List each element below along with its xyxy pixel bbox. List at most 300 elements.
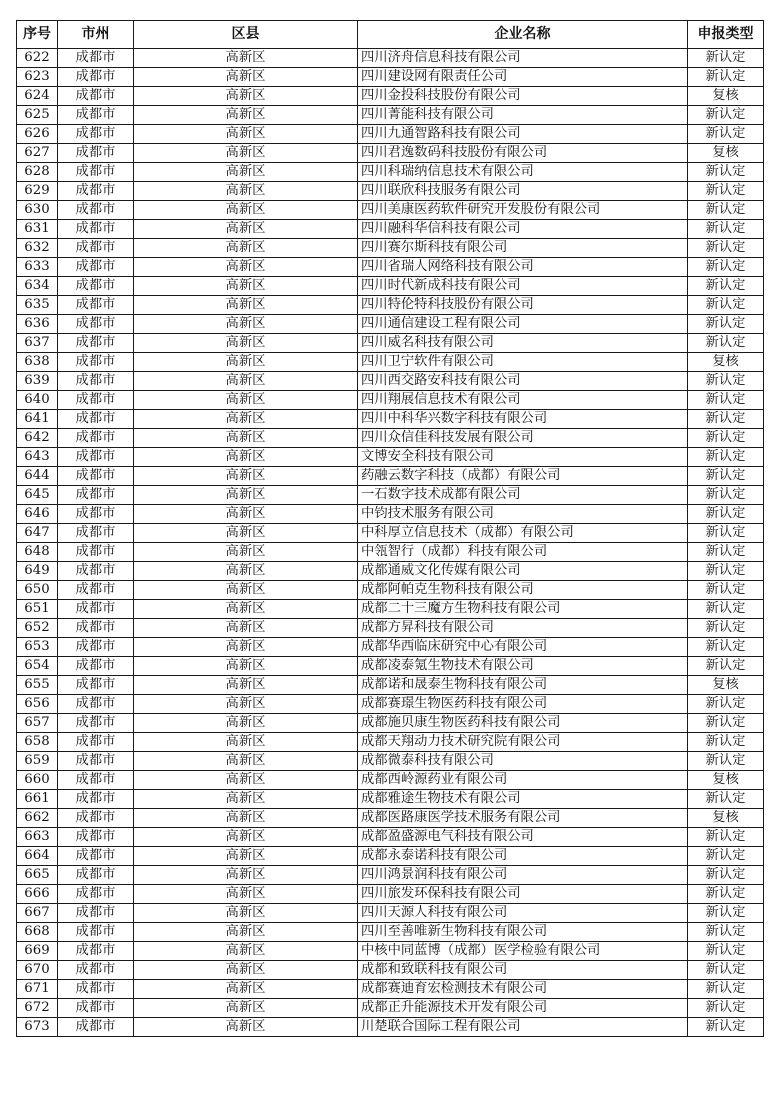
- serial-no-cell: 651: [17, 600, 58, 619]
- city-cell: 成都市: [58, 524, 134, 543]
- company-name-cell: 成都通威文化传媒有限公司: [358, 562, 688, 581]
- table-row: [17, 695, 764, 714]
- district-cell: 高新区: [134, 980, 358, 999]
- table-row: [17, 49, 764, 68]
- district-cell: 高新区: [134, 258, 358, 277]
- district-cell: 高新区: [134, 315, 358, 334]
- table-row: [17, 790, 764, 809]
- application-type-cell: 新认定: [688, 942, 764, 961]
- company-name-cell: 四川融科华信科技有限公司: [358, 220, 688, 239]
- district-cell: 高新区: [134, 277, 358, 296]
- city-cell: 成都市: [58, 277, 134, 296]
- city-cell: 成都市: [58, 980, 134, 999]
- serial-no-cell: 637: [17, 334, 58, 353]
- serial-no-cell: 630: [17, 201, 58, 220]
- city-cell: 成都市: [58, 49, 134, 68]
- application-type-cell: 新认定: [688, 1018, 764, 1037]
- serial-no-cell: 647: [17, 524, 58, 543]
- district-cell: 高新区: [134, 999, 358, 1018]
- city-cell: 成都市: [58, 334, 134, 353]
- company-name-cell: 成都天翔动力技术研究院有限公司: [358, 733, 688, 752]
- city-cell: 成都市: [58, 429, 134, 448]
- serial-no-cell: 649: [17, 562, 58, 581]
- application-type-cell: 新认定: [688, 866, 764, 885]
- company-name-cell: 四川特伦特科技股份有限公司: [358, 296, 688, 315]
- table-row: [17, 543, 764, 562]
- serial-no-cell: 672: [17, 999, 58, 1018]
- serial-no-cell: 670: [17, 961, 58, 980]
- city-cell: 成都市: [58, 296, 134, 315]
- application-type-cell: 新认定: [688, 467, 764, 486]
- company-name-cell: 四川君逸数码科技股份有限公司: [358, 144, 688, 163]
- district-cell: 高新区: [134, 847, 358, 866]
- company-name-cell: 四川至善唯新生物科技有限公司: [358, 923, 688, 942]
- table-row: [17, 277, 764, 296]
- serial-no-cell: 667: [17, 904, 58, 923]
- company-name-cell: 成都盈盛源电气科技有限公司: [358, 828, 688, 847]
- company-name-cell: 四川翔展信息技术有限公司: [358, 391, 688, 410]
- company-name-cell: 四川联欣科技服务有限公司: [358, 182, 688, 201]
- city-cell: 成都市: [58, 562, 134, 581]
- city-cell: 成都市: [58, 999, 134, 1018]
- serial-no-cell: 671: [17, 980, 58, 999]
- table-row: [17, 220, 764, 239]
- table-row: [17, 296, 764, 315]
- district-cell: 高新区: [134, 942, 358, 961]
- application-type-cell: 新认定: [688, 315, 764, 334]
- district-cell: 高新区: [134, 524, 358, 543]
- district-cell: 高新区: [134, 581, 358, 600]
- serial-no-cell: 661: [17, 790, 58, 809]
- application-type-cell: 新认定: [688, 562, 764, 581]
- district-cell: 高新区: [134, 448, 358, 467]
- table-row: [17, 752, 764, 771]
- city-cell: 成都市: [58, 657, 134, 676]
- company-name-cell: 四川众信佳科技发展有限公司: [358, 429, 688, 448]
- district-cell: 高新区: [134, 372, 358, 391]
- company-name-cell: 成都华西临床研究中心有限公司: [358, 638, 688, 657]
- city-cell: 成都市: [58, 182, 134, 201]
- company-name-cell: 文博安全科技有限公司: [358, 448, 688, 467]
- table-row: [17, 638, 764, 657]
- district-cell: 高新区: [134, 410, 358, 429]
- company-name-cell: 中核中同蓝博（成都）医学检验有限公司: [358, 942, 688, 961]
- table-row: [17, 429, 764, 448]
- table-row: [17, 486, 764, 505]
- company-name-cell: 成都赛璟生物医药科技有限公司: [358, 695, 688, 714]
- city-cell: 成都市: [58, 676, 134, 695]
- application-type-cell: 新认定: [688, 524, 764, 543]
- company-name-cell: 中钧技术服务有限公司: [358, 505, 688, 524]
- application-type-cell: 新认定: [688, 961, 764, 980]
- city-cell: 成都市: [58, 486, 134, 505]
- serial-no-cell: 622: [17, 49, 58, 68]
- application-type-cell: 新认定: [688, 695, 764, 714]
- city-cell: 成都市: [58, 87, 134, 106]
- application-type-cell: 新认定: [688, 429, 764, 448]
- city-cell: 成都市: [58, 771, 134, 790]
- district-cell: 高新区: [134, 543, 358, 562]
- company-name-cell: 成都施贝康生物医药科技有限公司: [358, 714, 688, 733]
- application-type-cell: 复核: [688, 87, 764, 106]
- district-cell: 高新区: [134, 220, 358, 239]
- company-name-cell: 四川威名科技有限公司: [358, 334, 688, 353]
- serial-no-cell: 655: [17, 676, 58, 695]
- serial-no-cell: 640: [17, 391, 58, 410]
- application-type-cell: 新认定: [688, 163, 764, 182]
- company-name-cell: 四川鸿景润科技有限公司: [358, 866, 688, 885]
- city-cell: 成都市: [58, 581, 134, 600]
- serial-no-cell: 641: [17, 410, 58, 429]
- table-row: [17, 258, 764, 277]
- table-row: [17, 923, 764, 942]
- district-cell: 高新区: [134, 676, 358, 695]
- application-type-cell: 新认定: [688, 980, 764, 999]
- application-type-cell: 新认定: [688, 543, 764, 562]
- application-type-cell: 新认定: [688, 448, 764, 467]
- district-cell: 高新区: [134, 429, 358, 448]
- table-row: [17, 619, 764, 638]
- table-row: [17, 885, 764, 904]
- application-type-cell: 新认定: [688, 410, 764, 429]
- serial-no-cell: 653: [17, 638, 58, 657]
- table-row: [17, 125, 764, 144]
- serial-no-cell: 639: [17, 372, 58, 391]
- company-name-cell: 四川卫宁软件有限公司: [358, 353, 688, 372]
- serial-no-cell: 660: [17, 771, 58, 790]
- table-row: [17, 144, 764, 163]
- table-row: [17, 657, 764, 676]
- city-cell: 成都市: [58, 543, 134, 562]
- table-row: [17, 980, 764, 999]
- table-row: [17, 999, 764, 1018]
- city-cell: 成都市: [58, 619, 134, 638]
- application-type-cell: 新认定: [688, 828, 764, 847]
- company-name-cell: 川楚联合国际工程有限公司: [358, 1018, 688, 1037]
- city-cell: 成都市: [58, 467, 134, 486]
- serial-no-cell: 627: [17, 144, 58, 163]
- company-name-cell: 成都微泰科技有限公司: [358, 752, 688, 771]
- district-cell: 高新区: [134, 68, 358, 87]
- application-type-cell: 新认定: [688, 657, 764, 676]
- application-type-cell: 新认定: [688, 125, 764, 144]
- table-row: [17, 182, 764, 201]
- table-row: [17, 942, 764, 961]
- city-cell: 成都市: [58, 68, 134, 87]
- company-name-cell: 四川西交路安科技有限公司: [358, 372, 688, 391]
- district-cell: 高新区: [134, 885, 358, 904]
- table-row: [17, 410, 764, 429]
- district-cell: 高新区: [134, 904, 358, 923]
- table-row: [17, 391, 764, 410]
- district-cell: 高新区: [134, 1018, 358, 1037]
- city-cell: 成都市: [58, 714, 134, 733]
- city-cell: 成都市: [58, 163, 134, 182]
- city-cell: 成都市: [58, 885, 134, 904]
- serial-no-cell: 643: [17, 448, 58, 467]
- table-body: [17, 49, 764, 1037]
- application-type-cell: 新认定: [688, 391, 764, 410]
- serial-no-cell: 642: [17, 429, 58, 448]
- application-type-cell: 复核: [688, 676, 764, 695]
- serial-no-cell: 659: [17, 752, 58, 771]
- serial-no-cell: 623: [17, 68, 58, 87]
- company-name-cell: 四川时代新成科技有限公司: [358, 277, 688, 296]
- serial-no-cell: 628: [17, 163, 58, 182]
- table-row: [17, 866, 764, 885]
- company-name-cell: 成都阿帕克生物科技有限公司: [358, 581, 688, 600]
- district-cell: 高新区: [134, 828, 358, 847]
- table-row: [17, 68, 764, 87]
- table-row: [17, 771, 764, 790]
- table-row: [17, 201, 764, 220]
- serial-no-cell: 633: [17, 258, 58, 277]
- district-cell: 高新区: [134, 87, 358, 106]
- application-type-cell: 新认定: [688, 581, 764, 600]
- application-type-cell: 新认定: [688, 182, 764, 201]
- company-name-cell: 四川金投科技股份有限公司: [358, 87, 688, 106]
- serial-no-cell: 648: [17, 543, 58, 562]
- company-name-cell: 成都医路康医学技术服务有限公司: [358, 809, 688, 828]
- company-name-cell: 四川天源人科技有限公司: [358, 904, 688, 923]
- table-row: [17, 809, 764, 828]
- city-cell: 成都市: [58, 353, 134, 372]
- table-row: [17, 847, 764, 866]
- city-cell: 成都市: [58, 201, 134, 220]
- application-type-cell: 新认定: [688, 999, 764, 1018]
- application-type-cell: 新认定: [688, 239, 764, 258]
- company-name-cell: 成都诺和晟泰生物科技有限公司: [358, 676, 688, 695]
- city-cell: 成都市: [58, 144, 134, 163]
- serial-no-cell: 646: [17, 505, 58, 524]
- company-name-cell: 一石数字技术成都有限公司: [358, 486, 688, 505]
- table-row: [17, 163, 764, 182]
- table-row: [17, 524, 764, 543]
- table-row: [17, 733, 764, 752]
- application-type-cell: 新认定: [688, 619, 764, 638]
- serial-no-cell: 636: [17, 315, 58, 334]
- district-cell: 高新区: [134, 106, 358, 125]
- table-row: [17, 467, 764, 486]
- district-cell: 高新区: [134, 49, 358, 68]
- application-type-cell: 复核: [688, 144, 764, 163]
- city-cell: 成都市: [58, 372, 134, 391]
- company-name-cell: 四川旅发环保科技有限公司: [358, 885, 688, 904]
- header-serial-no: 序号: [17, 21, 58, 49]
- application-type-cell: 新认定: [688, 505, 764, 524]
- application-type-cell: 复核: [688, 353, 764, 372]
- district-cell: 高新区: [134, 600, 358, 619]
- company-name-cell: 药融云数字科技（成都）有限公司: [358, 467, 688, 486]
- table-row: [17, 372, 764, 391]
- company-name-cell: 成都正升能源技术开发有限公司: [358, 999, 688, 1018]
- serial-no-cell: 629: [17, 182, 58, 201]
- company-name-cell: 四川济舟信息科技有限公司: [358, 49, 688, 68]
- company-name-cell: 成都赛迪育宏检测技术有限公司: [358, 980, 688, 999]
- application-type-cell: 新认定: [688, 847, 764, 866]
- serial-no-cell: 638: [17, 353, 58, 372]
- district-cell: 高新区: [134, 866, 358, 885]
- serial-no-cell: 634: [17, 277, 58, 296]
- serial-no-cell: 652: [17, 619, 58, 638]
- table-row: [17, 581, 764, 600]
- application-type-cell: 新认定: [688, 296, 764, 315]
- district-cell: 高新区: [134, 733, 358, 752]
- district-cell: 高新区: [134, 182, 358, 201]
- serial-no-cell: 657: [17, 714, 58, 733]
- table-row: [17, 961, 764, 980]
- serial-no-cell: 631: [17, 220, 58, 239]
- application-type-cell: 新认定: [688, 600, 764, 619]
- application-type-cell: 新认定: [688, 885, 764, 904]
- serial-no-cell: 656: [17, 695, 58, 714]
- city-cell: 成都市: [58, 847, 134, 866]
- header-company-name: 企业名称: [358, 21, 688, 49]
- header-district: 区县: [134, 21, 358, 49]
- application-type-cell: 新认定: [688, 334, 764, 353]
- district-cell: 高新区: [134, 505, 358, 524]
- company-name-cell: 成都雅途生物技术有限公司: [358, 790, 688, 809]
- city-cell: 成都市: [58, 1018, 134, 1037]
- serial-no-cell: 673: [17, 1018, 58, 1037]
- application-type-cell: 复核: [688, 771, 764, 790]
- serial-no-cell: 650: [17, 581, 58, 600]
- company-name-cell: 成都方昇科技有限公司: [358, 619, 688, 638]
- company-name-cell: 四川中科华兴数字科技有限公司: [358, 410, 688, 429]
- district-cell: 高新区: [134, 714, 358, 733]
- application-type-cell: 新认定: [688, 201, 764, 220]
- table-row: [17, 106, 764, 125]
- city-cell: 成都市: [58, 220, 134, 239]
- application-type-cell: 新认定: [688, 714, 764, 733]
- table-row: [17, 334, 764, 353]
- serial-no-cell: 632: [17, 239, 58, 258]
- application-type-cell: 新认定: [688, 638, 764, 657]
- city-cell: 成都市: [58, 600, 134, 619]
- district-cell: 高新区: [134, 144, 358, 163]
- table-row: [17, 600, 764, 619]
- city-cell: 成都市: [58, 733, 134, 752]
- table-row: [17, 904, 764, 923]
- city-cell: 成都市: [58, 448, 134, 467]
- company-name-cell: 中科厚立信息技术（成都）有限公司: [358, 524, 688, 543]
- district-cell: 高新区: [134, 391, 358, 410]
- serial-no-cell: 644: [17, 467, 58, 486]
- company-name-cell: 四川通信建设工程有限公司: [358, 315, 688, 334]
- application-type-cell: 新认定: [688, 904, 764, 923]
- serial-no-cell: 658: [17, 733, 58, 752]
- table-header-row: [17, 21, 764, 49]
- table-row: [17, 448, 764, 467]
- table-row: [17, 315, 764, 334]
- city-cell: 成都市: [58, 315, 134, 334]
- district-cell: 高新区: [134, 163, 358, 182]
- serial-no-cell: 654: [17, 657, 58, 676]
- city-cell: 成都市: [58, 695, 134, 714]
- company-name-cell: 四川九通智路科技有限公司: [358, 125, 688, 144]
- application-type-cell: 新认定: [688, 752, 764, 771]
- company-name-cell: 成都和致联科技有限公司: [358, 961, 688, 980]
- table-row: [17, 239, 764, 258]
- district-cell: 高新区: [134, 809, 358, 828]
- district-cell: 高新区: [134, 334, 358, 353]
- city-cell: 成都市: [58, 904, 134, 923]
- company-name-cell: 成都西岭源药业有限公司: [358, 771, 688, 790]
- district-cell: 高新区: [134, 619, 358, 638]
- application-type-cell: 新认定: [688, 923, 764, 942]
- city-cell: 成都市: [58, 239, 134, 258]
- company-name-cell: 四川省瑞人网络科技有限公司: [358, 258, 688, 277]
- serial-no-cell: 624: [17, 87, 58, 106]
- serial-no-cell: 625: [17, 106, 58, 125]
- district-cell: 高新区: [134, 752, 358, 771]
- district-cell: 高新区: [134, 771, 358, 790]
- company-name-cell: 成都凌泰氪生物技术有限公司: [358, 657, 688, 676]
- serial-no-cell: 645: [17, 486, 58, 505]
- district-cell: 高新区: [134, 486, 358, 505]
- district-cell: 高新区: [134, 695, 358, 714]
- city-cell: 成都市: [58, 809, 134, 828]
- district-cell: 高新区: [134, 562, 358, 581]
- serial-no-cell: 626: [17, 125, 58, 144]
- table-row: [17, 676, 764, 695]
- table-row: [17, 562, 764, 581]
- serial-no-cell: 662: [17, 809, 58, 828]
- company-name-cell: 四川科瑞纳信息技术有限公司: [358, 163, 688, 182]
- city-cell: 成都市: [58, 828, 134, 847]
- serial-no-cell: 666: [17, 885, 58, 904]
- city-cell: 成都市: [58, 961, 134, 980]
- serial-no-cell: 665: [17, 866, 58, 885]
- city-cell: 成都市: [58, 106, 134, 125]
- city-cell: 成都市: [58, 258, 134, 277]
- district-cell: 高新区: [134, 201, 358, 220]
- company-name-cell: 四川赛尔斯科技有限公司: [358, 239, 688, 258]
- serial-no-cell: 668: [17, 923, 58, 942]
- application-type-cell: 新认定: [688, 486, 764, 505]
- city-cell: 成都市: [58, 790, 134, 809]
- city-cell: 成都市: [58, 125, 134, 144]
- application-type-cell: 新认定: [688, 106, 764, 125]
- district-cell: 高新区: [134, 467, 358, 486]
- district-cell: 高新区: [134, 790, 358, 809]
- district-cell: 高新区: [134, 923, 358, 942]
- district-cell: 高新区: [134, 125, 358, 144]
- serial-no-cell: 635: [17, 296, 58, 315]
- header-city: 市州: [58, 21, 134, 49]
- city-cell: 成都市: [58, 505, 134, 524]
- header-application-type: 申报类型: [688, 21, 764, 49]
- company-name-cell: 四川建设网有限责任公司: [358, 68, 688, 87]
- city-cell: 成都市: [58, 866, 134, 885]
- city-cell: 成都市: [58, 391, 134, 410]
- district-cell: 高新区: [134, 638, 358, 657]
- table-row: [17, 828, 764, 847]
- application-type-cell: 新认定: [688, 733, 764, 752]
- district-cell: 高新区: [134, 353, 358, 372]
- application-type-cell: 新认定: [688, 277, 764, 296]
- company-name-cell: 中瓴智行（成都）科技有限公司: [358, 543, 688, 562]
- table-row: [17, 87, 764, 106]
- table-row: [17, 353, 764, 372]
- application-type-cell: 新认定: [688, 49, 764, 68]
- district-cell: 高新区: [134, 657, 358, 676]
- city-cell: 成都市: [58, 923, 134, 942]
- company-name-cell: 四川美康医药软件研究开发股份有限公司: [358, 201, 688, 220]
- district-cell: 高新区: [134, 239, 358, 258]
- application-type-cell: 新认定: [688, 220, 764, 239]
- district-cell: 高新区: [134, 296, 358, 315]
